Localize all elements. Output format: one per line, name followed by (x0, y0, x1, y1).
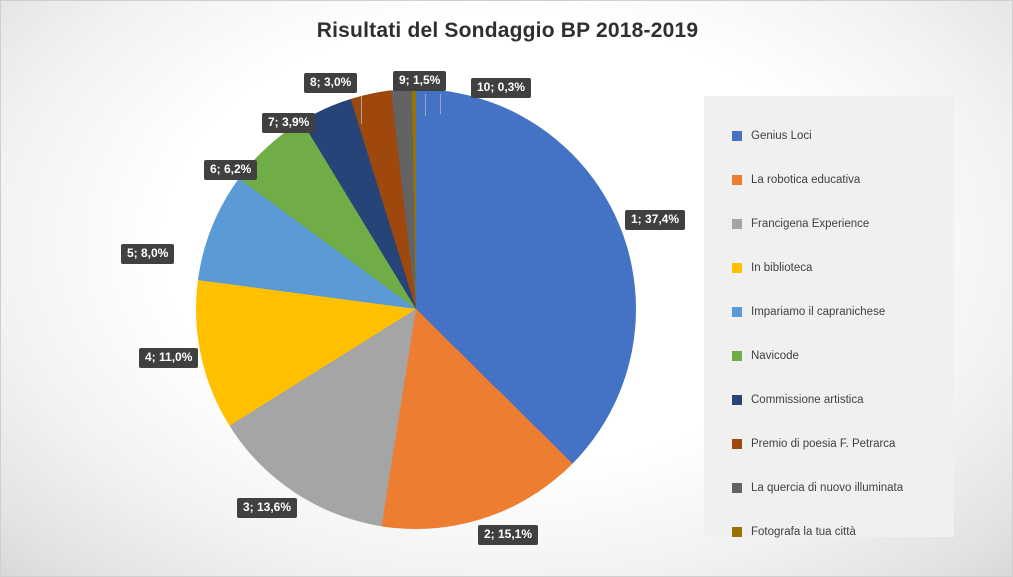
legend-swatch-icon-6 (732, 351, 742, 361)
legend-swatch-icon-4 (732, 263, 742, 273)
chart-title: Risultati del Sondaggio BP 2018-2019 (316, 19, 699, 42)
leader-line-8 (361, 96, 362, 124)
legend-label-2: La robotica educativa (751, 174, 861, 186)
data-label-10: 10; 0,3% (471, 78, 531, 98)
data-label-8: 8; 3,0% (304, 73, 357, 93)
legend-swatch-icon-10 (732, 527, 742, 537)
legend-item-9[interactable] (732, 466, 954, 510)
data-label-2: 2; 15,1% (478, 525, 538, 545)
legend-swatch-icon-8 (732, 439, 742, 449)
legend-item-5[interactable] (732, 290, 954, 334)
data-label-4: 4; 11,0% (139, 348, 198, 368)
legend-label-1: Genius Loci (751, 130, 812, 142)
legend-swatch-icon-5 (732, 307, 742, 317)
legend-item-6[interactable] (732, 334, 954, 378)
legend-label-7: Commissione artistica (751, 394, 864, 406)
data-label-6: 6; 6,2% (204, 160, 257, 180)
legend-item-7[interactable] (732, 378, 954, 422)
pie-chart-plot-area (196, 89, 636, 529)
legend-item-1[interactable] (732, 114, 954, 158)
leader-line-9 (425, 94, 426, 116)
legend-label-3: Francigena Experience (751, 218, 870, 230)
legend-label-4: In biblioteca (751, 262, 813, 274)
legend-label-5: Impariamo il capranichese (751, 306, 886, 318)
data-label-9: 9; 1,5% (393, 71, 446, 91)
legend-item-8[interactable] (732, 422, 954, 466)
legend-swatch-icon-9 (732, 483, 742, 493)
data-label-7: 7; 3,9% (262, 113, 315, 133)
legend-item-2[interactable] (732, 158, 954, 202)
data-label-3: 3; 13,6% (237, 498, 297, 518)
legend-item-4[interactable] (732, 246, 954, 290)
legend-item-10[interactable] (732, 510, 954, 554)
legend-label-9: La quercia di nuovo illuminata (751, 482, 904, 494)
leader-line-10 (440, 94, 441, 114)
legend-swatch-icon-3 (732, 219, 742, 229)
chart-legend (704, 96, 954, 537)
legend-item-3[interactable] (732, 202, 954, 246)
legend-swatch-icon-1 (732, 131, 742, 141)
legend-label-8: Premio di poesia F. Petrarca (751, 438, 896, 450)
legend-label-6: Navicode (751, 350, 799, 362)
data-label-5: 5; 8,0% (121, 244, 174, 264)
pie-slices[interactable] (196, 89, 636, 529)
legend-swatch-icon-2 (732, 175, 742, 185)
legend-swatch-icon-7 (732, 395, 742, 405)
data-label-1: 1; 37,4% (625, 210, 685, 230)
legend-label-10: Fotografa la tua città (751, 526, 856, 538)
